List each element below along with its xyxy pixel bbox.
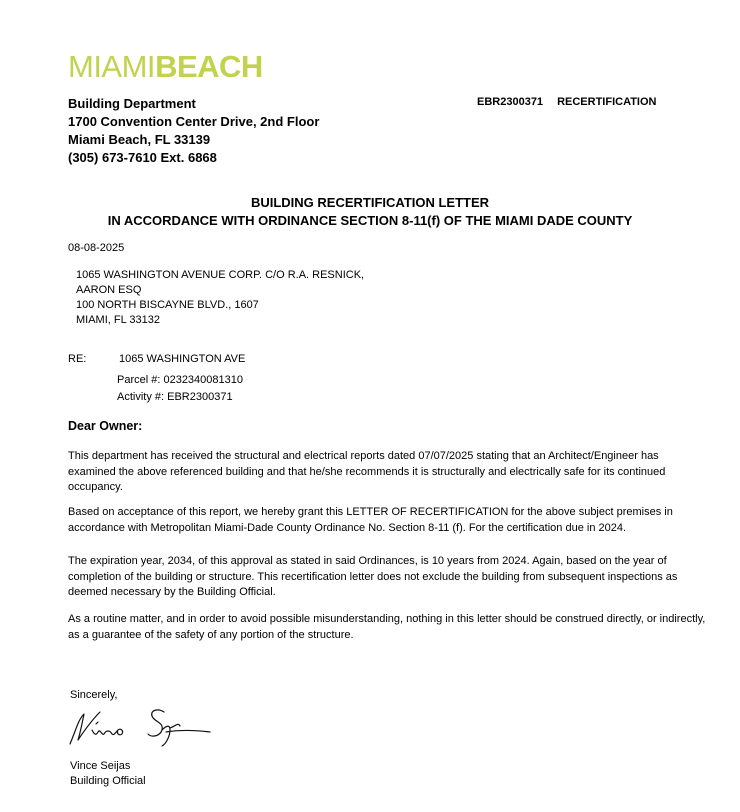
signature-image bbox=[66, 700, 216, 758]
recipient-line2: AARON ESQ bbox=[76, 284, 142, 296]
miami-beach-logo: MIAMIBEACH bbox=[68, 49, 263, 84]
re-label: RE: bbox=[68, 353, 87, 365]
re-address: 1065 WASHINGTON AVE bbox=[119, 353, 246, 365]
signatory-title: Building Official bbox=[70, 775, 146, 787]
department-address-line2: Miami Beach, FL 33139 bbox=[68, 132, 211, 147]
letter-date: 08-08-2025 bbox=[68, 242, 125, 254]
record-id: EBR2300371 bbox=[477, 96, 544, 108]
letter-subtitle: IN ACCORDANCE WITH ORDINANCE SECTION 8-11(f) OF THE MIAMI DADE COUNTY bbox=[107, 213, 633, 228]
record-reference bbox=[477, 96, 656, 108]
department-address-line1: 1700 Convention Center Drive, 2nd Floor bbox=[68, 114, 320, 129]
paragraph-reports: This department has received the structural and electrical reports dated 07/07/2025 stating that an Architect/Engineer has examined the above referenced building and that he/she recommends it is structurally and electrically safe for its continued occupancy. bbox=[68, 450, 666, 493]
paragraph-grant: Based on acceptance of this report, we hereby grant this LETTER OF RECERTIFICATION for the above subject premises in accordance with Metropolitan Miami-Dade County Ordinance No. Section 8-11 (f). For the certification due in 2024. bbox=[68, 506, 673, 534]
closing-sincerely: Sincerely, bbox=[70, 689, 118, 701]
letter-title: BUILDING RECERTIFICATION LETTER bbox=[250, 195, 490, 210]
signatory-name: Vince Seijas bbox=[70, 760, 131, 772]
paragraph-expiration: The expiration year, 2034, of this approval as stated in said Ordinances, is 10 years from 2024. Again, based on the year of completion of the building or structure. This recertification letter does not exclude the building from subsequent inspections as deemed necessary by the Building Official. bbox=[68, 555, 678, 598]
record-type: RECERTIFICATION bbox=[557, 96, 657, 108]
recipient-line4: MIAMI, FL 33132 bbox=[76, 314, 160, 326]
re-activity: Activity #: EBR2300371 bbox=[117, 391, 233, 403]
recipient-line3: 100 NORTH BISCAYNE BLVD., 1607 bbox=[76, 299, 259, 311]
re-parcel: Parcel #: 0232340081310 bbox=[117, 374, 243, 386]
salutation: Dear Owner: bbox=[68, 419, 143, 433]
paragraph-disclaimer: As a routine matter, and in order to avoid possible misunderstanding, nothing in this letter should be construed directly, or indirectly, as a guarantee of the safety of any portion of the structure. bbox=[68, 613, 706, 641]
recipient-line1: 1065 WASHINGTON AVENUE CORP. C/O R.A. RESNICK, bbox=[76, 269, 365, 281]
department-name: Building Department bbox=[68, 96, 196, 111]
department-phone: (305) 673-7610 Ext. 6868 bbox=[68, 150, 217, 165]
